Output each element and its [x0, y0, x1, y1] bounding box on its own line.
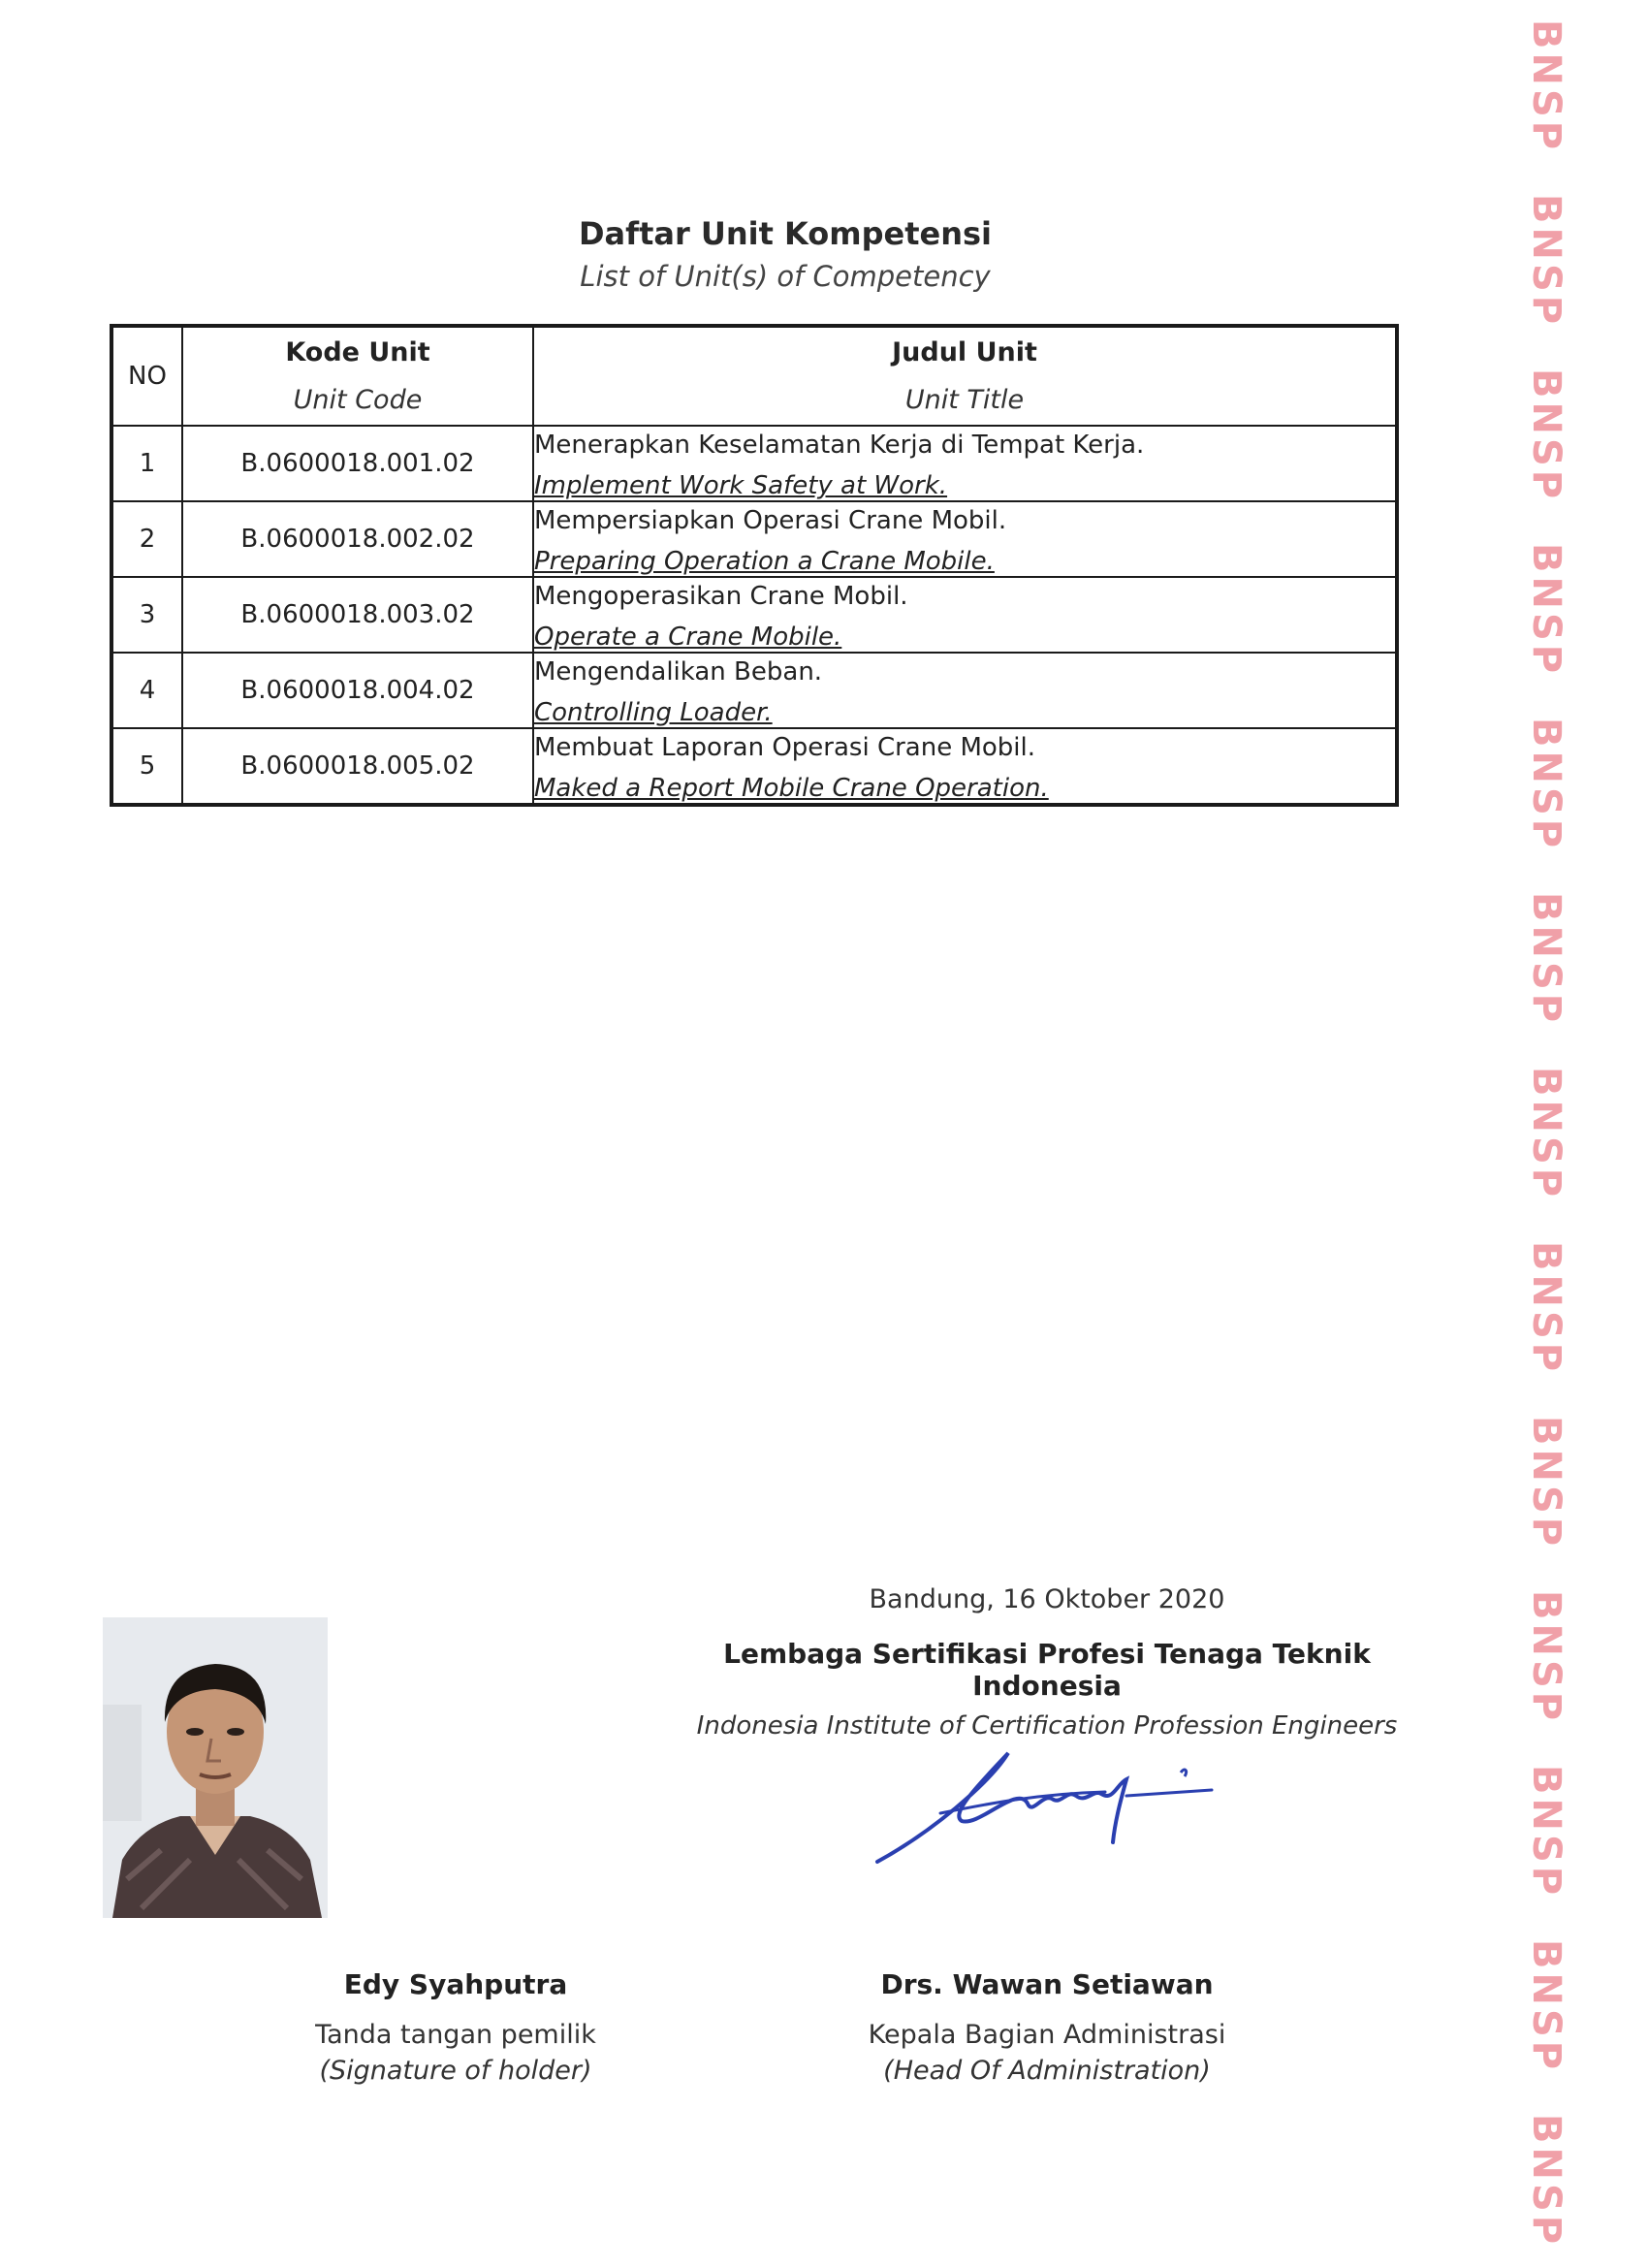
document-subtitle: List of Unit(s) of Competency [580, 260, 991, 293]
row-number: 2 [111, 501, 182, 577]
bnsp-watermark: BNSP [1524, 19, 1569, 154]
unit-title-en: Implement Work Safety at Work. [534, 471, 948, 500]
unit-title: Membuat Laporan Operasi Crane Mobil. [534, 733, 1036, 762]
table-row [111, 653, 1397, 728]
bnsp-watermark: BNSP [1524, 718, 1569, 852]
organization-name-en: Indonesia Institute of Certification Profession Engineers [696, 1711, 1398, 1741]
holder-name: Edy Syahputra [343, 1968, 568, 2000]
col-title-label: Judul Unit [892, 337, 1037, 367]
bnsp-watermark: BNSP [1524, 1416, 1569, 1550]
competency-units-table [110, 324, 1399, 807]
bnsp-watermark: BNSP [1524, 368, 1569, 503]
col-code-label-en: Unit Code [293, 385, 423, 415]
unit-title-en: Operate a Crane Mobile. [534, 623, 842, 652]
holder-role-en: (Signature of holder) [319, 2056, 592, 2086]
col-code-header [182, 326, 533, 426]
document-title: Daftar Unit Kompetensi [578, 215, 993, 252]
col-code-label: Kode Unit [285, 337, 430, 367]
document-header [0, 215, 1570, 293]
bnsp-watermark: BNSP [1524, 543, 1569, 678]
table-header-row [111, 326, 1397, 426]
bnsp-watermark-strip [1491, 0, 1569, 2268]
table-row [111, 577, 1397, 653]
official-name: Drs. Wawan Setiawan [880, 1968, 1214, 2000]
official-role: Kepala Bagian Administrasi [868, 2020, 1226, 2050]
organization-name: Lembaga Sertifikasi Profesi Tenaga Teknik Indonesia [723, 1638, 1371, 1702]
bnsp-watermark: BNSP [1524, 1590, 1569, 1725]
unit-code: B.0600018.003.02 [182, 577, 533, 653]
col-title-label-en: Unit Title [904, 385, 1025, 415]
unit-code: B.0600018.004.02 [182, 653, 533, 728]
bnsp-watermark: BNSP [1524, 1241, 1569, 1376]
unit-title: Menerapkan Keselamatan Kerja di Tempat Kerja. [534, 431, 1145, 460]
col-no-header: NO [111, 326, 182, 426]
holder-role: Tanda tangan pemilik [315, 2020, 596, 2050]
bnsp-watermark: BNSP [1524, 194, 1569, 329]
col-title-header [533, 326, 1397, 426]
official-role-en: (Head Of Administration) [883, 2056, 1211, 2086]
unit-title: Mempersiapkan Operasi Crane Mobil. [534, 506, 1007, 535]
unit-title-cell [533, 426, 1397, 501]
row-number: 5 [111, 728, 182, 805]
bnsp-watermark: BNSP [1524, 892, 1569, 1027]
unit-title: Mengoperasikan Crane Mobil. [534, 582, 908, 611]
unit-code: B.0600018.002.02 [182, 501, 533, 577]
unit-title-cell [533, 653, 1397, 728]
row-number: 1 [111, 426, 182, 501]
unit-code: B.0600018.005.02 [182, 728, 533, 805]
unit-title: Mengendalikan Beban. [534, 657, 823, 687]
place-date: Bandung, 16 Oktober 2020 [869, 1584, 1225, 1614]
unit-title-cell [533, 501, 1397, 577]
unit-title-en: Maked a Report Mobile Crane Operation. [534, 774, 1049, 803]
official-block [795, 1968, 1299, 2086]
unit-title-en: Controlling Loader. [534, 698, 773, 727]
table-row [111, 728, 1397, 805]
bnsp-watermark: BNSP [1524, 1765, 1569, 1900]
table-row [111, 426, 1397, 501]
row-number: 4 [111, 653, 182, 728]
bnsp-watermark: BNSP [1524, 2114, 1569, 2249]
bnsp-watermark: BNSP [1524, 1939, 1569, 2074]
holder-block [291, 1968, 620, 2086]
bnsp-watermark: BNSP [1524, 1067, 1569, 1201]
official-signature [872, 1745, 1221, 1871]
unit-code: B.0600018.001.02 [182, 426, 533, 501]
unit-title-en: Preparing Operation a Crane Mobile. [534, 547, 995, 576]
unit-title-cell [533, 577, 1397, 653]
issuer-block [679, 1584, 1415, 1741]
row-number: 3 [111, 577, 182, 653]
holder-photo [103, 1617, 328, 1918]
table-row [111, 501, 1397, 577]
unit-title-cell [533, 728, 1397, 805]
holder-portrait-icon [103, 1617, 328, 1918]
